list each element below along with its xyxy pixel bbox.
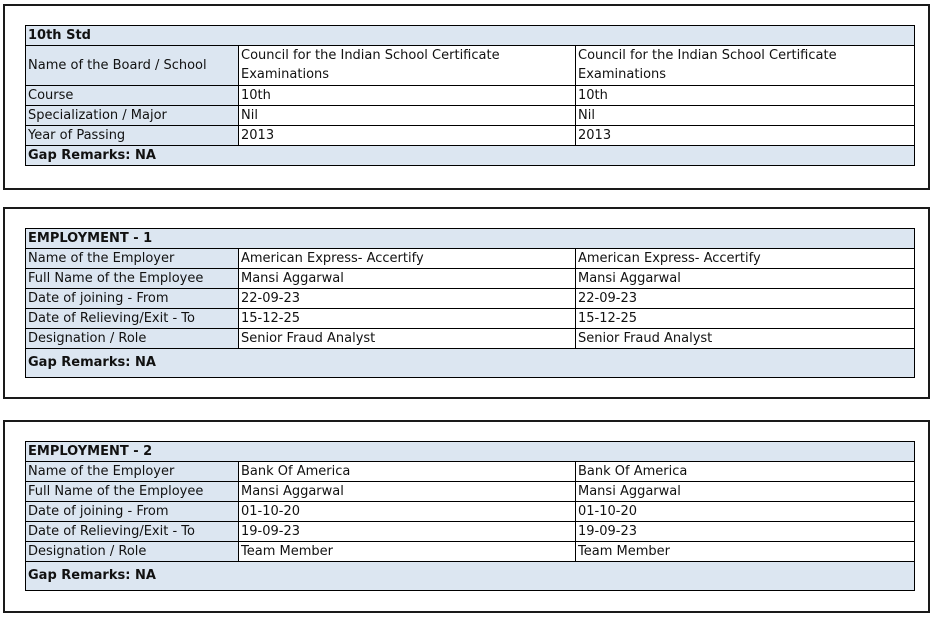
row-label: Date of Relieving/Exit - To (26, 309, 239, 329)
row-value-2: Mansi Aggarwal (576, 482, 915, 502)
table-row (26, 86, 915, 106)
education-table (25, 25, 915, 166)
row-value-1: Senior Fraud Analyst (239, 329, 576, 349)
employment-1-table (25, 228, 915, 378)
row-label: Name of the Employer (26, 249, 239, 269)
row-value-1: Mansi Aggarwal (239, 482, 576, 502)
row-label: Designation / Role (26, 542, 239, 562)
table-row (26, 522, 915, 542)
row-value-1: American Express- Accertify (239, 249, 576, 269)
gap-remarks: Gap Remarks: NA (26, 146, 915, 166)
row-label: Date of Relieving/Exit - To (26, 522, 239, 542)
row-value-2: Bank Of America (576, 462, 915, 482)
row-label: Year of Passing (26, 126, 239, 146)
row-label: Full Name of the Employee (26, 269, 239, 289)
table-row (26, 482, 915, 502)
row-value-2: Nil (576, 106, 915, 126)
row-value-2: Team Member (576, 542, 915, 562)
section-education-10th (3, 4, 930, 190)
gap-remarks: Gap Remarks: NA (26, 349, 915, 378)
table-row (26, 46, 915, 86)
employment-2-table (25, 441, 915, 591)
table-row (26, 329, 915, 349)
section-employment-1 (3, 207, 930, 399)
section-title: 10th Std (26, 26, 915, 46)
table-row (26, 462, 915, 482)
row-value-2: 2013 (576, 126, 915, 146)
row-value-2: 10th (576, 86, 915, 106)
row-label: Course (26, 86, 239, 106)
row-label: Name of the Board / School (26, 46, 239, 86)
row-value-2: Mansi Aggarwal (576, 269, 915, 289)
row-label: Name of the Employer (26, 462, 239, 482)
row-value-1: 2013 (239, 126, 576, 146)
row-value-1: Team Member (239, 542, 576, 562)
row-value-1: 01-10-20 (239, 502, 576, 522)
section-title: EMPLOYMENT - 2 (26, 442, 915, 462)
row-label: Date of joining - From (26, 502, 239, 522)
row-value-2: American Express- Accertify (576, 249, 915, 269)
table-row (26, 542, 915, 562)
table-row (26, 289, 915, 309)
row-value-1: Bank Of America (239, 462, 576, 482)
table-row (26, 269, 915, 289)
section-title: EMPLOYMENT - 1 (26, 229, 915, 249)
table-row (26, 502, 915, 522)
row-value-2: 22-09-23 (576, 289, 915, 309)
table-row (26, 309, 915, 329)
row-value-1: 22-09-23 (239, 289, 576, 309)
row-label: Specialization / Major (26, 106, 239, 126)
row-label: Date of joining - From (26, 289, 239, 309)
table-row (26, 249, 915, 269)
row-value-2: Senior Fraud Analyst (576, 329, 915, 349)
gap-remarks: Gap Remarks: NA (26, 562, 915, 591)
row-value-2: 15-12-25 (576, 309, 915, 329)
row-value-2: 01-10-20 (576, 502, 915, 522)
section-employment-2 (3, 420, 930, 613)
row-value-1: Nil (239, 106, 576, 126)
row-value-1: 15-12-25 (239, 309, 576, 329)
row-value-1: Council for the Indian School Certificate Examinations (239, 46, 576, 86)
table-row (26, 106, 915, 126)
table-row (26, 126, 915, 146)
row-value-1: Mansi Aggarwal (239, 269, 576, 289)
row-label: Full Name of the Employee (26, 482, 239, 502)
row-value-2: 19-09-23 (576, 522, 915, 542)
row-value-1: 10th (239, 86, 576, 106)
row-value-1: 19-09-23 (239, 522, 576, 542)
row-value-2: Council for the Indian School Certificate Examinations (576, 46, 915, 86)
row-label: Designation / Role (26, 329, 239, 349)
